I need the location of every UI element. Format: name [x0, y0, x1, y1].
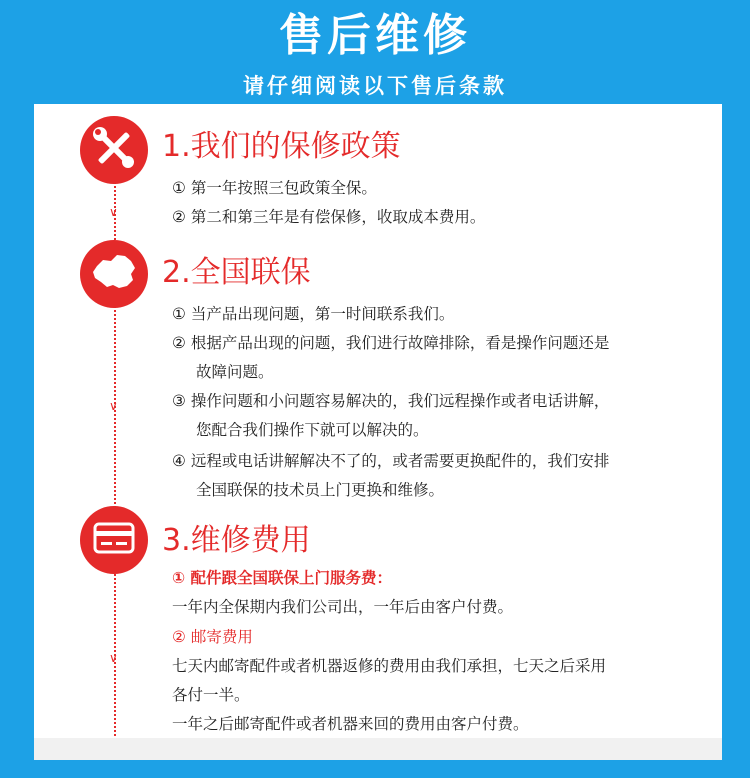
policy-line: 您配合我们操作下就可以解决的。: [196, 421, 429, 439]
policy-line: 故障问题。: [196, 363, 274, 381]
policy-line: ③ 操作问题和小问题容易解决的，我们远程操作或者电话讲解，: [172, 392, 610, 410]
section-title: 1.我们的保修政策: [162, 129, 401, 164]
timeline-arrow-icon: ∨: [109, 205, 118, 219]
section-title: 2.全国联保: [162, 255, 311, 290]
policy-line: ④ 远程或电话讲解解决不了的，或者需要更换配件的，我们安排: [172, 452, 610, 470]
credit-card-icon: [93, 521, 135, 559]
policy-line: ① 当产品出现问题，第一时间联系我们。: [172, 305, 455, 323]
section-badge: [80, 240, 148, 308]
timeline-arrow-icon: ∨: [109, 651, 118, 665]
policy-line: 全国联保的技术员上门更换和维修。: [196, 481, 445, 499]
fee-heading: ① 配件跟全国联保上门服务费：: [172, 569, 393, 587]
policy-line: ② 第二和第三年是有偿保修，收取成本费用。: [172, 208, 486, 226]
fee-line: 一年内全保期内我们公司出，一年后由客户付费。: [172, 598, 514, 616]
content-panel: [34, 104, 722, 760]
china-map-icon: [91, 252, 137, 296]
fee-line: 七天内邮寄配件或者机器返修的费用由我们承担，七天之后采用: [172, 657, 607, 675]
page-title: 售后维修: [279, 10, 471, 61]
fee-line: 各付一半。: [172, 686, 250, 704]
page-subtitle: 请仔细阅读以下售后条款: [243, 73, 507, 98]
panel-footer-band: [34, 738, 722, 760]
fee-line: 一年之后邮寄配件或者机器来回的费用由客户付费。: [172, 715, 529, 733]
policy-line: ② 根据产品出现的问题，我们进行故障排除，看是操作问题还是: [172, 334, 610, 352]
section-title: 3.维修费用: [162, 523, 311, 558]
timeline-arrow-icon: ∨: [109, 399, 118, 413]
section-badge: [80, 116, 148, 184]
policy-line: ① 第一年按照三包政策全保。: [172, 179, 377, 197]
fee-heading: ② 邮寄费用: [172, 628, 253, 646]
section-badge: [80, 506, 148, 574]
wrench-screwdriver-icon: [92, 126, 136, 174]
